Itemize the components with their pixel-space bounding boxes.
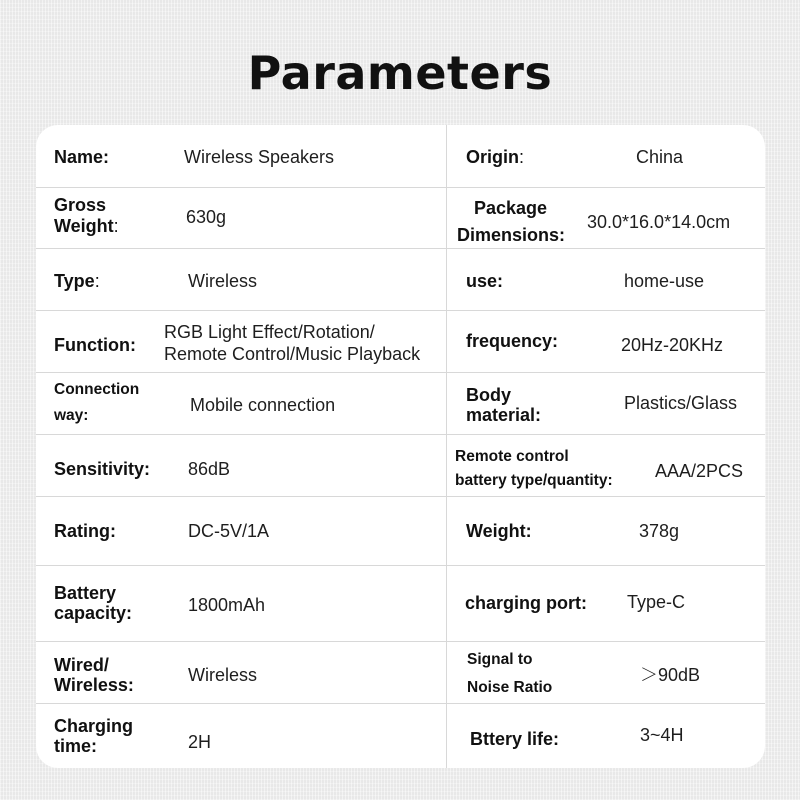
label-charging-time-line2: time: (54, 736, 98, 756)
value-name: Wireless Speakers (184, 147, 335, 167)
label-wired-line1: Wired/ (54, 655, 109, 675)
value-charging-port: Type-C (627, 592, 686, 612)
label-body-material-line2: material: (466, 405, 542, 425)
label-snr-line1: Signal to (467, 651, 533, 668)
value-origin: China (636, 147, 684, 167)
label-function: Function: (54, 335, 136, 355)
table-row-type-use (36, 249, 765, 311)
label-package-line1: Package (474, 198, 548, 218)
value-package-dimensions: 30.0*16.0*14.0cm (587, 212, 731, 232)
table-row-rating-weight (36, 497, 765, 566)
value-type: Wireless (188, 271, 258, 291)
value-gross-weight: 630g (186, 207, 227, 227)
label-snr-line2: Noise Ratio (467, 679, 553, 696)
value-charging-time: 2H (188, 732, 212, 752)
label-connection-line1: Connection (54, 381, 140, 398)
label-remote-battery-line2: battery type/quantity: (455, 472, 613, 489)
value-connection: Mobile connection (190, 395, 336, 415)
label-rating: Rating: (54, 521, 116, 541)
label-battery-life: Bttery life: (470, 729, 560, 749)
value-rating: DC-5V/1A (188, 521, 270, 541)
value-wired: Wireless (188, 665, 258, 685)
value-function-line2: Remote Control/Music Playback (164, 344, 421, 364)
label-charging-time-line1: Charging (54, 716, 133, 736)
value-battery-capacity: 1800mAh (188, 595, 266, 615)
value-function-line1: RGB Light Effect/Rotation/ (164, 322, 375, 342)
label-frequency: frequency: (466, 331, 559, 351)
value-body-material: Plastics/Glass (624, 393, 738, 413)
table-row-function-frequency (36, 311, 765, 373)
label-charging-port: charging port: (465, 593, 587, 613)
label-remote-battery-line1: Remote control (455, 448, 569, 465)
value-use: home-use (624, 271, 705, 291)
table-row-name-origin (36, 125, 765, 188)
table-row-charging-time-battery-life (36, 704, 765, 768)
label-package-line2: Dimensions: (457, 225, 566, 245)
value-sensitivity: 86dB (188, 459, 231, 479)
value-weight: 378g (639, 521, 680, 541)
label-battery-capacity-line1: Battery (54, 583, 117, 603)
label-wired-line2: Wireless: (54, 675, 134, 695)
value-snr: ＞90dB (640, 665, 701, 685)
value-frequency: 20Hz-20KHz (621, 335, 724, 355)
table-row-battery-charging-port (36, 566, 765, 642)
label-gross-weight-line2: Weight: (54, 216, 119, 236)
table-row-connection-material (36, 373, 765, 435)
parameters-table (36, 125, 765, 768)
table-row-wired-snr (36, 642, 765, 704)
label-type: Type: (54, 271, 100, 291)
label-weight: Weight: (466, 521, 532, 541)
table-row-sensitivity-battery-type (36, 435, 765, 497)
label-connection-line2: way: (54, 407, 89, 424)
table-row-weight-package (36, 187, 765, 249)
label-origin: Origin: (466, 147, 525, 167)
value-battery-life: 3~4H (640, 725, 684, 745)
label-battery-capacity-line2: capacity: (54, 603, 133, 623)
label-gross-weight-line1: Gross (54, 195, 107, 215)
value-remote-battery: AAA/2PCS (655, 461, 744, 481)
label-body-material-line1: Body (466, 385, 511, 405)
label-sensitivity: Sensitivity: (54, 459, 151, 479)
page-title: Parameters (247, 46, 553, 100)
label-name: Name: (54, 147, 110, 167)
label-use: use: (466, 271, 504, 291)
